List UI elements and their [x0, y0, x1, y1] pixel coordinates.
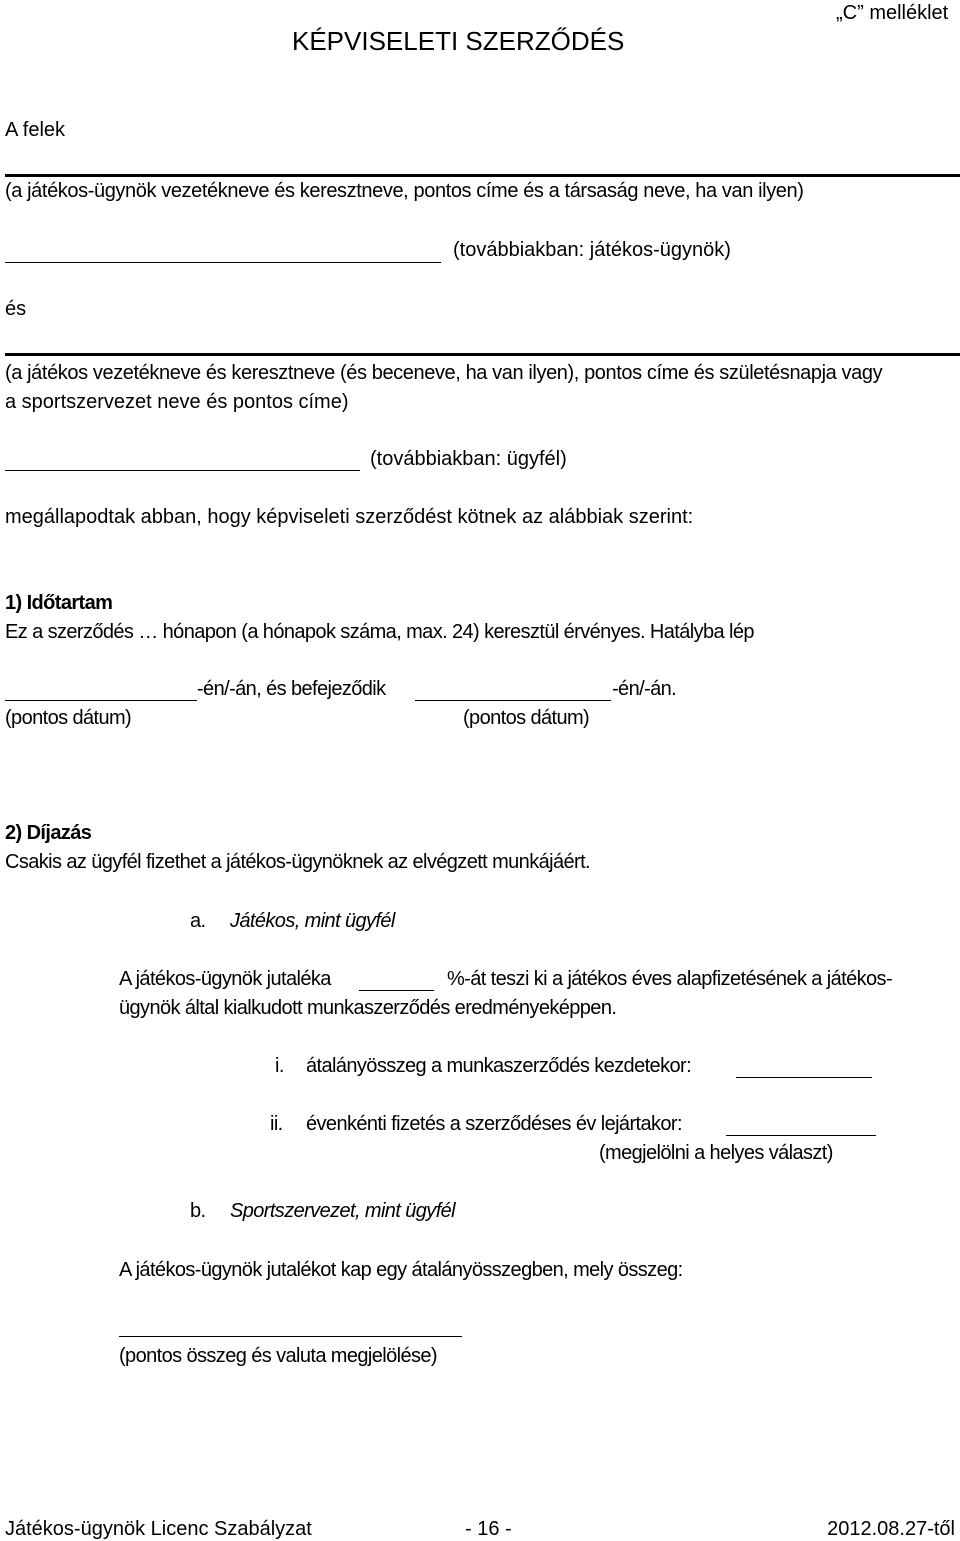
client-caption-1: (a játékos vezetékneve és keresztneve (és beceneve, ha van ilyen), pontos címe és születésnapja vagy [5, 362, 883, 384]
commission-suffix: %-át teszi ki a játékos éves alapfizetésének a játékos- [447, 968, 893, 990]
client-blank-line[interactable] [5, 470, 360, 471]
section2-heading [5, 822, 91, 845]
footer-page-number: - 16 - [465, 1518, 512, 1540]
client-caption-2: a sportszervezet neve és pontos címe) [5, 391, 349, 413]
mark-note: (megjelölni a helyes választ) [599, 1142, 833, 1164]
date-label-1: (pontos dátum) [5, 707, 132, 729]
agent-line-top [5, 174, 960, 177]
option-i-text: átalányösszeg a munkaszerződés kezdetekor: [306, 1055, 692, 1077]
end-date-blank[interactable] [415, 700, 611, 701]
option-ii-marker: ii. [270, 1113, 283, 1135]
lump-sum-text: A játékos-ügynök jutalékot kap egy átalányösszegben, mely összeg: [119, 1259, 683, 1281]
client-hereinafter: (továbbiakban: ügyfél) [370, 448, 567, 470]
start-date-blank[interactable] [5, 700, 197, 701]
option-ii-blank[interactable] [726, 1135, 876, 1136]
subsection-a-marker: a. [190, 910, 206, 932]
agreement-text: megállapodtak abban, hogy képviseleti szerződést kötnek az alábbiak szerint: [5, 506, 694, 528]
subsection-b-marker: b. [190, 1200, 206, 1222]
commission-prefix: A játékos-ügynök jutaléka [119, 968, 331, 990]
start-suffix: -én/-án, és befejeződik [197, 678, 386, 700]
subsection-a-title: Játékos, mint ügyfél [230, 910, 395, 932]
section1-number: 1) [5, 592, 22, 614]
option-ii-text: évenkénti fizetés a szerződéses év lejártakor: [306, 1113, 682, 1135]
commission-line2: ügynök által kialkudott munkaszerződés eredményeképpen. [119, 997, 617, 1019]
section1-heading [5, 592, 112, 615]
and-word: és [5, 298, 27, 320]
option-i-blank[interactable] [736, 1077, 872, 1078]
end-suffix: -én/-án. [612, 678, 677, 700]
date-label-2: (pontos dátum) [463, 707, 590, 729]
section1-line1: Ez a szerződés … hónapon (a hónapok száma, max. 24) keresztül érvényes. Hatályba lép [5, 621, 754, 643]
annex-label: „C” melléklet [836, 2, 949, 24]
commission-percent-blank[interactable] [359, 990, 434, 991]
amount-blank[interactable] [119, 1336, 462, 1337]
client-line-top [5, 353, 960, 356]
section1-title: Időtartam [26, 592, 113, 614]
section2-title: Díjazás [26, 822, 92, 844]
agent-blank-line[interactable] [5, 262, 441, 263]
section2-number: 2) [5, 822, 22, 844]
agent-caption: (a játékos-ügynök vezetékneve és keresztneve, pontos címe és a társaság neve, ha van ilyen) [5, 180, 804, 202]
option-i-marker: i. [275, 1055, 284, 1077]
agent-hereinafter: (továbbiakban: játékos-ügynök) [453, 239, 731, 261]
footer-left: Játékos-ügynök Licenc Szabályzat [5, 1518, 312, 1540]
parties-heading: A felek [5, 119, 66, 141]
section2-intro: Csakis az ügyfél fizethet a játékos-ügynöknek az elvégzett munkájáért. [5, 851, 590, 873]
document-title: KÉPVISELETI SZERZŐDÉS [292, 26, 625, 56]
footer-date: 2012.08.27-től [827, 1518, 955, 1540]
subsection-b-title: Sportszervezet, mint ügyfél [230, 1200, 456, 1222]
amount-label: (pontos összeg és valuta megjelölése) [119, 1345, 437, 1367]
